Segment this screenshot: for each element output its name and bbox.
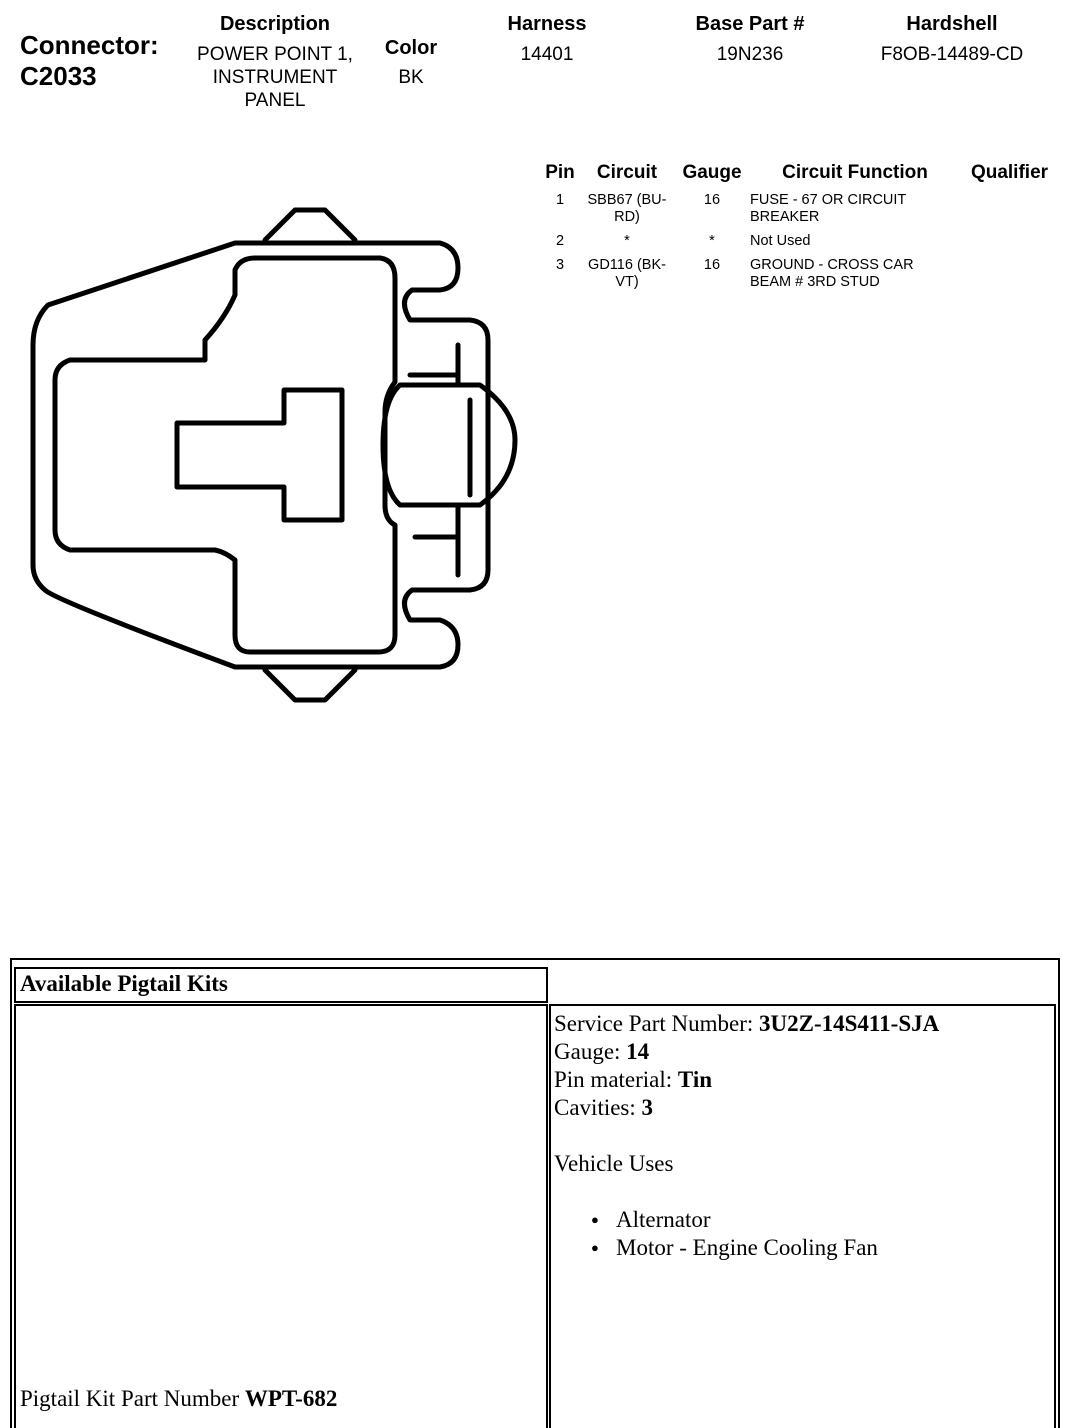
pin-number: 1	[555, 192, 565, 208]
t-cavity	[177, 390, 342, 520]
pigtail-image-cell	[14, 1004, 548, 1428]
pin-function-line: BEAM # 3RD STUD	[750, 274, 880, 290]
vehicle-use-item: ● Motor - Engine Cooling Fan	[554, 1234, 939, 1262]
description-line: PANEL	[244, 90, 306, 111]
pigtail-heading: Available Pigtail Kits	[20, 971, 228, 996]
pigtail-details	[554, 1010, 939, 1262]
harness-header: Harness	[507, 13, 587, 35]
pin-circuit	[580, 192, 674, 226]
connector-outer-housing	[33, 243, 488, 667]
detail-label: Cavities:	[554, 1095, 642, 1120]
pin-circuit-line: SBB67 (BU-	[587, 192, 667, 208]
color-value: BK	[398, 67, 424, 88]
pin-function	[750, 257, 950, 291]
pin-header: Pin	[545, 162, 575, 183]
vehicle-uses-list	[554, 1206, 939, 1262]
qualifier-header: Qualifier	[970, 162, 1049, 183]
pin-function-line: GROUND - CROSS CAR	[750, 257, 914, 273]
pin-circuit-line: RD)	[614, 209, 640, 225]
hardshell-header: Hardshell	[906, 13, 998, 35]
description-value	[175, 43, 375, 112]
description-header: Description	[219, 13, 331, 35]
gauge	[554, 1038, 939, 1066]
pin-function-line: BREAKER	[750, 209, 820, 225]
pigtail-details-cell	[549, 1004, 1056, 1428]
connector-caption: Connector:	[20, 30, 159, 60]
latch-box	[383, 385, 515, 505]
pin-circuit	[580, 257, 674, 291]
gauge-header: Gauge	[682, 162, 742, 183]
detail-label: Gauge:	[554, 1039, 627, 1064]
pin-function	[750, 192, 950, 226]
pin-circuit-line: *	[624, 233, 630, 249]
pin-function-line: Not Used	[750, 233, 811, 249]
kit-part-label: Pigtail Kit Part Number	[20, 1386, 245, 1411]
detail-value: Tin	[677, 1067, 713, 1092]
circuit-header: Circuit	[596, 162, 658, 183]
detail-label: Pin material:	[554, 1067, 678, 1092]
cavities	[554, 1094, 939, 1122]
kit-part-value: WPT-682	[244, 1386, 338, 1411]
connector-label	[20, 30, 159, 92]
detail-label: Service Part Number:	[554, 1011, 760, 1036]
base-part-value: 19N236	[716, 44, 784, 65]
pin-material	[554, 1066, 939, 1094]
color-header: Color	[384, 37, 438, 59]
detail-value: 3	[641, 1095, 654, 1120]
hardshell-value: F8OB-14489-CD	[880, 44, 1024, 65]
pigtail-kit-part-number	[20, 1386, 337, 1412]
detail-value: 14	[626, 1039, 650, 1064]
detail-value: 3U2Z-14S411-SJA	[759, 1011, 940, 1036]
harness-value: 14401	[520, 44, 574, 65]
pin-gauge: *	[709, 233, 715, 249]
description-line: POWER POINT 1,	[197, 44, 353, 65]
pin-circuit-line: VT)	[615, 274, 639, 290]
pin-gauge: 16	[703, 257, 721, 273]
bottom-key	[265, 670, 355, 700]
pigtail-heading-cell	[14, 967, 548, 1003]
connector-face-diagram	[0, 195, 530, 715]
pin-circuit-line: GD116 (BK-	[588, 257, 666, 273]
base-part-header: Base Part #	[695, 13, 805, 35]
vehicle-uses-label: Vehicle Uses	[554, 1151, 674, 1176]
top-key	[265, 210, 355, 240]
pin-number: 3	[555, 257, 565, 273]
circuit-function-header: Circuit Function	[782, 162, 928, 183]
service-part-number	[554, 1010, 939, 1038]
pin-function-line: FUSE - 67 OR CIRCUIT	[750, 192, 907, 208]
pin-circuit	[580, 233, 674, 250]
vehicle-use-item: ● Alternator	[554, 1206, 939, 1234]
pin-number: 2	[555, 233, 565, 249]
description-line: INSTRUMENT	[212, 67, 338, 88]
pin-gauge: 16	[703, 192, 721, 208]
pin-function	[750, 233, 950, 250]
connector-id: C2033	[20, 61, 97, 91]
